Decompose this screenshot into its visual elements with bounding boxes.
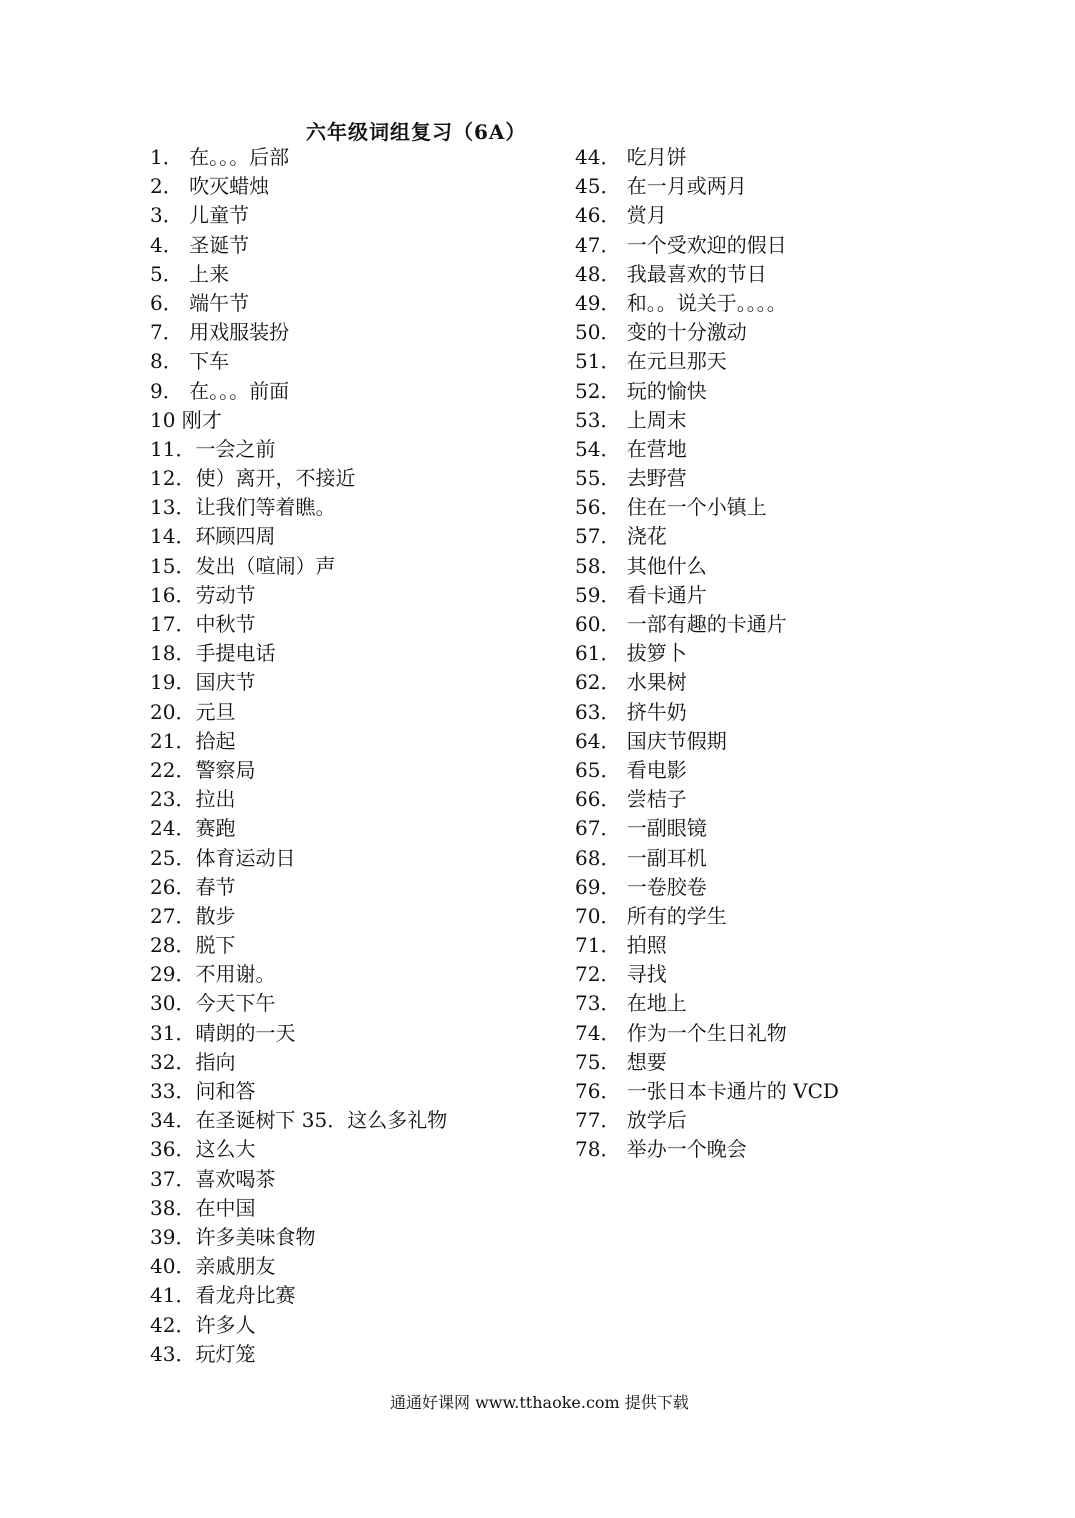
phrase-item: 43．玩灯笼	[150, 1341, 256, 1366]
phrase-item: 37．喜欢喝茶	[150, 1166, 276, 1191]
phrase-item: 70． 所有的学生	[575, 903, 727, 928]
phrase-item: 22．警察局	[150, 757, 256, 782]
phrase-item: 12．使）离开，不接近	[150, 466, 356, 491]
phrase-item: 54． 在营地	[575, 436, 687, 461]
phrase-item: 68． 一副耳机	[575, 845, 707, 870]
phrase-item: 73． 在地上	[575, 991, 687, 1016]
phrase-item: 60． 一部有趣的卡通片	[575, 612, 787, 636]
phrase-item: 14．环顾四周	[150, 524, 276, 549]
phrase-item: 58． 其他什么	[575, 553, 707, 578]
phrase-item: 32．指向	[150, 1049, 236, 1074]
phrase-item: 31．晴朗的一天	[150, 1020, 296, 1045]
phrase-item: 72． 寻找	[575, 962, 667, 987]
phrase-item: 27．散步	[150, 903, 236, 928]
phrase-item: 13．让我们等着瞧。	[150, 495, 336, 520]
phrase-item: 63． 挤牛奶	[575, 699, 687, 724]
phrase-item: 30．今天下午	[150, 991, 276, 1016]
phrase-item: 7． 用戏服装扮	[150, 320, 290, 345]
phrase-item: 69． 一卷胶卷	[575, 874, 707, 899]
phrase-item: 40．亲戚朋友	[150, 1254, 276, 1279]
phrase-item: 11．一会之前	[150, 436, 276, 461]
phrase-item: 48． 我最喜欢的节日	[575, 261, 767, 286]
phrase-item: 34．在圣诞树下 35．这么多礼物	[150, 1108, 448, 1133]
phrase-item: 77． 放学后	[575, 1108, 687, 1133]
phrase-item: 49． 和。。说关于。。。。	[575, 290, 787, 315]
phrase-item: 15．发出（喧闹）声	[150, 553, 336, 578]
phrase-item: 10 刚才	[150, 407, 222, 432]
phrase-item: 51． 在元旦那天	[575, 349, 727, 374]
phrase-item: 20．元旦	[150, 699, 236, 724]
phrase-item: 57． 浇花	[575, 524, 667, 549]
phrase-item: 62． 水果树	[575, 670, 687, 695]
phrase-item: 76． 一张日本卡通片的 VCD	[575, 1079, 839, 1103]
phrase-item: 64． 国庆节假期	[575, 728, 727, 753]
phrase-item: 36．这么大	[150, 1137, 256, 1162]
phrase-item: 2． 吹灭蜡烛	[150, 174, 270, 199]
phrase-item: 6． 端午节	[150, 290, 250, 315]
phrase-item: 47． 一个受欢迎的假日	[575, 232, 787, 257]
phrase-item: 75． 想要	[575, 1049, 667, 1074]
phrase-item: 45． 在一月或两月	[575, 174, 747, 199]
phrase-item: 38．在中国	[150, 1195, 256, 1220]
left-phrase-column	[150, 143, 550, 1369]
phrase-item: 55． 去野营	[575, 466, 687, 491]
phrase-item: 28．脱下	[150, 933, 236, 958]
phrase-item: 42．许多人	[150, 1312, 256, 1337]
phrase-item: 4． 圣诞节	[150, 232, 250, 257]
phrase-item: 16．劳动节	[150, 582, 256, 607]
phrase-item: 41．看龙舟比赛	[150, 1283, 296, 1308]
phrase-item: 3． 儿童节	[150, 203, 250, 228]
phrase-item: 50． 变的十分激动	[575, 320, 747, 345]
phrase-item: 59． 看卡通片	[575, 582, 707, 607]
footer-source-note: 通通好课网 www.tthaoke.com 提供下载	[390, 1393, 689, 1412]
phrase-item: 46． 赏月	[575, 203, 667, 228]
phrase-item: 66． 尝桔子	[575, 787, 687, 812]
phrase-item: 53． 上周末	[575, 407, 687, 432]
phrase-item: 26．春节	[150, 874, 236, 899]
phrase-item: 1． 在。。。后部	[150, 145, 290, 169]
phrase-item: 17．中秋节	[150, 612, 256, 636]
phrase-item: 67． 一副眼镜	[575, 816, 707, 841]
phrase-item: 61． 拔箩卜	[575, 641, 687, 666]
phrase-item: 19．国庆节	[150, 670, 256, 695]
right-phrase-column	[575, 143, 1015, 1165]
phrase-item: 56． 住在一个小镇上	[575, 495, 767, 520]
phrase-item: 25．体育运动日	[150, 845, 296, 870]
phrase-item: 74． 作为一个生日礼物	[575, 1020, 787, 1045]
phrase-item: 52． 玩的愉快	[575, 378, 707, 403]
phrase-item: 39．许多美味食物	[150, 1224, 316, 1249]
phrase-item: 9． 在。。。前面	[150, 378, 290, 403]
phrase-item: 65． 看电影	[575, 757, 687, 782]
phrase-item: 18．手提电话	[150, 641, 276, 666]
phrase-item: 24．赛跑	[150, 816, 236, 841]
page-title: 六年级词组复习（6A）	[306, 120, 527, 144]
phrase-item: 5． 上来	[150, 261, 230, 286]
phrase-item: 8． 下车	[150, 349, 230, 374]
phrase-item: 33．问和答	[150, 1079, 256, 1103]
phrase-item: 23．拉出	[150, 787, 236, 812]
phrase-item: 71． 拍照	[575, 933, 667, 958]
phrase-item: 21．拾起	[150, 728, 236, 753]
phrase-item: 78． 举办一个晚会	[575, 1137, 747, 1162]
phrase-item: 29．不用谢。	[150, 962, 276, 987]
phrase-item: 44． 吃月饼	[575, 145, 687, 169]
